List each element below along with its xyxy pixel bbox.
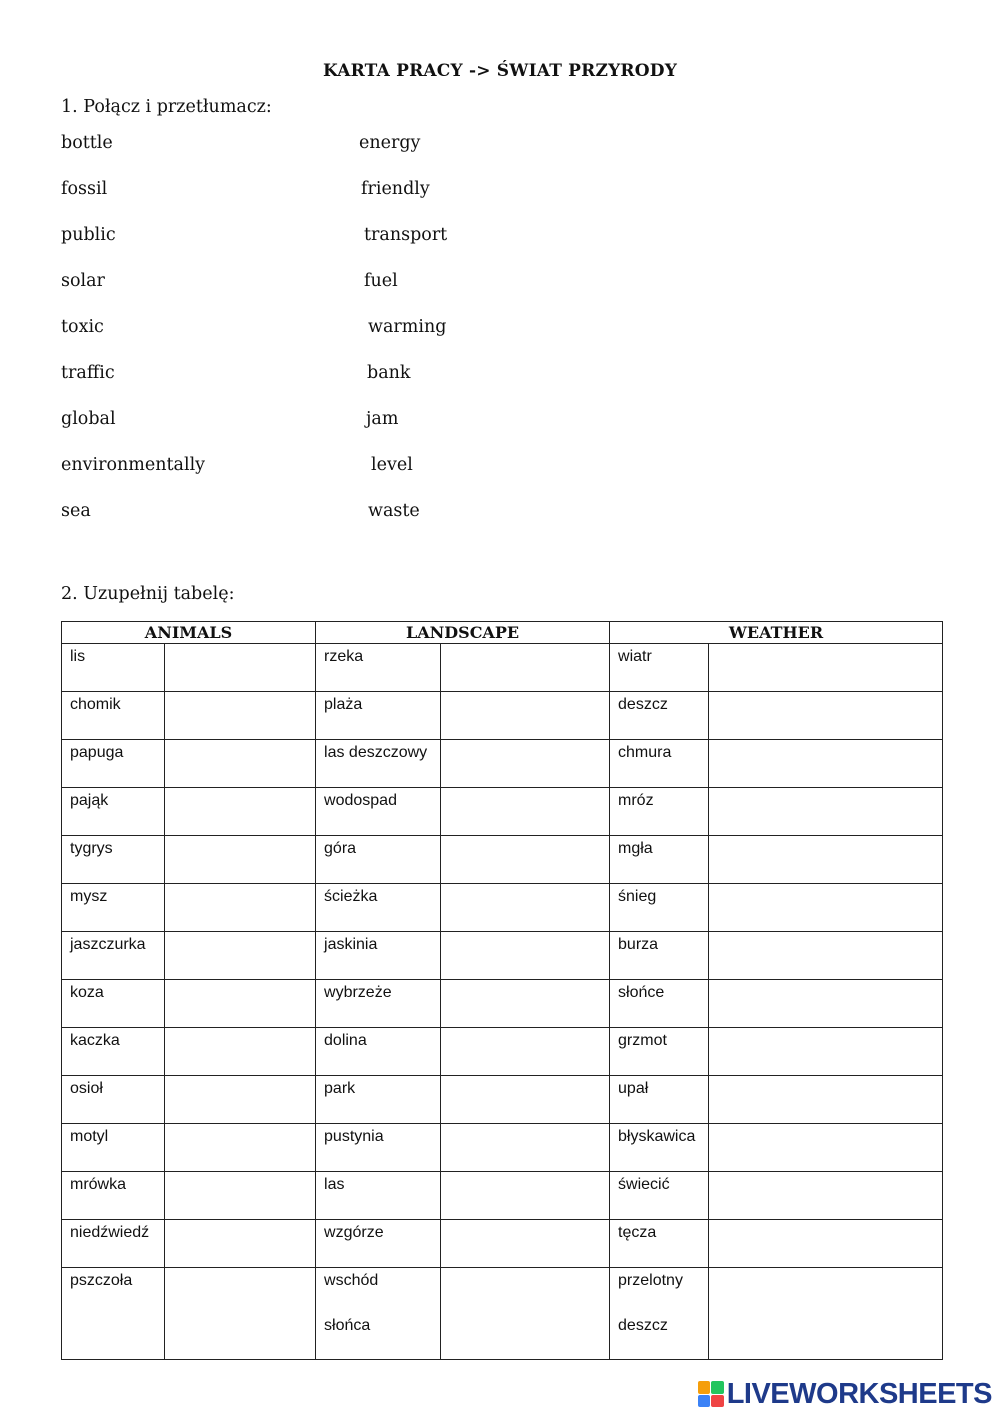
column-header-landscape: LANDSCAPE: [316, 622, 610, 644]
table-row: [62, 740, 943, 788]
weather-word-line: przelotny: [618, 1272, 683, 1289]
landscape-answer-cell[interactable]: [441, 644, 610, 692]
match-right-word: energy: [359, 133, 421, 153]
landscape-word: las deszczowy: [316, 740, 441, 788]
landscape-answer-cell[interactable]: [441, 740, 610, 788]
table-row: [62, 884, 943, 932]
animal-word: papuga: [62, 740, 165, 788]
animal-answer-cell[interactable]: [165, 1028, 316, 1076]
weather-answer-cell[interactable]: [709, 740, 943, 788]
match-right-word: fuel: [364, 271, 398, 291]
weather-answer-cell[interactable]: [709, 692, 943, 740]
logo-tile: [698, 1395, 711, 1408]
liveworksheets-logo: [698, 1378, 992, 1410]
animal-word: osioł: [62, 1076, 165, 1124]
match-left-word: fossil: [61, 179, 108, 199]
landscape-answer-cell[interactable]: [441, 788, 610, 836]
table-header-row: [62, 622, 943, 644]
weather-word: [610, 1268, 709, 1360]
animal-answer-cell[interactable]: [165, 836, 316, 884]
weather-word: burza: [610, 932, 709, 980]
weather-answer-cell[interactable]: [709, 1220, 943, 1268]
animal-answer-cell[interactable]: [165, 1172, 316, 1220]
landscape-word: pustynia: [316, 1124, 441, 1172]
landscape-word: [316, 1268, 441, 1360]
column-header-weather: WEATHER: [610, 622, 943, 644]
weather-answer-cell[interactable]: [709, 788, 943, 836]
match-pair: [61, 317, 661, 341]
table-row: [62, 1220, 943, 1268]
match-left-word: environmentally: [61, 455, 206, 475]
weather-answer-cell[interactable]: [709, 644, 943, 692]
animal-answer-cell[interactable]: [165, 1076, 316, 1124]
landscape-answer-cell[interactable]: [441, 1076, 610, 1124]
weather-answer-cell[interactable]: [709, 1124, 943, 1172]
weather-answer-cell[interactable]: [709, 980, 943, 1028]
match-right-word: jam: [366, 409, 399, 429]
table-row: [62, 644, 943, 692]
table-row: [62, 1268, 943, 1360]
landscape-answer-cell[interactable]: [441, 1268, 610, 1360]
liveworksheets-icon: [698, 1381, 724, 1407]
match-left-word: public: [61, 225, 116, 245]
match-right-word: transport: [364, 225, 448, 245]
animal-word: lis: [62, 644, 165, 692]
weather-word: słońce: [610, 980, 709, 1028]
animal-word: mrówka: [62, 1172, 165, 1220]
animal-word: jaszczurka: [62, 932, 165, 980]
table-row: [62, 836, 943, 884]
weather-word: grzmot: [610, 1028, 709, 1076]
landscape-word: wodospad: [316, 788, 441, 836]
match-pair: [61, 455, 661, 479]
match-pair: [61, 179, 661, 203]
landscape-answer-cell[interactable]: [441, 1028, 610, 1076]
landscape-word: plaża: [316, 692, 441, 740]
landscape-word: ścieżka: [316, 884, 441, 932]
landscape-word: park: [316, 1076, 441, 1124]
logo-tile: [698, 1381, 711, 1394]
weather-word: świecić: [610, 1172, 709, 1220]
landscape-answer-cell[interactable]: [441, 1172, 610, 1220]
table-row: [62, 932, 943, 980]
animal-answer-cell[interactable]: [165, 1268, 316, 1360]
animal-word: chomik: [62, 692, 165, 740]
animal-answer-cell[interactable]: [165, 740, 316, 788]
landscape-answer-cell[interactable]: [441, 1220, 610, 1268]
exercise-1-heading: 1. Połącz i przetłumacz:: [61, 97, 272, 117]
table-row: [62, 1076, 943, 1124]
landscape-word: jaskinia: [316, 932, 441, 980]
table-row: [62, 788, 943, 836]
weather-word: mgła: [610, 836, 709, 884]
animal-answer-cell[interactable]: [165, 932, 316, 980]
animal-answer-cell[interactable]: [165, 1220, 316, 1268]
match-pair: [61, 409, 661, 433]
weather-word: tęcza: [610, 1220, 709, 1268]
landscape-answer-cell[interactable]: [441, 836, 610, 884]
match-pair: [61, 271, 661, 295]
animal-answer-cell[interactable]: [165, 980, 316, 1028]
landscape-answer-cell[interactable]: [441, 884, 610, 932]
weather-word: chmura: [610, 740, 709, 788]
weather-answer-cell[interactable]: [709, 1076, 943, 1124]
match-left-word: toxic: [61, 317, 104, 337]
animal-word: koza: [62, 980, 165, 1028]
weather-answer-cell[interactable]: [709, 836, 943, 884]
table-row: [62, 1028, 943, 1076]
match-right-word: friendly: [361, 179, 430, 199]
logo-tile: [711, 1381, 724, 1394]
exercise-2-heading: 2. Uzupełnij tabelę:: [61, 584, 235, 604]
match-pair: [61, 363, 661, 387]
animal-answer-cell[interactable]: [165, 692, 316, 740]
animal-word: mysz: [62, 884, 165, 932]
match-left-word: bottle: [61, 133, 113, 153]
animal-answer-cell[interactable]: [165, 644, 316, 692]
landscape-answer-cell[interactable]: [441, 1124, 610, 1172]
worksheet-title: KARTA PRACY -> ŚWIAT PRZYRODY: [322, 61, 678, 81]
landscape-word: góra: [316, 836, 441, 884]
match-right-word: warming: [368, 317, 447, 337]
table-row: [62, 1124, 943, 1172]
match-left-word: solar: [61, 271, 105, 291]
table-row: [62, 980, 943, 1028]
weather-answer-cell[interactable]: [709, 1268, 943, 1360]
weather-answer-cell[interactable]: [709, 884, 943, 932]
match-pair: [61, 133, 661, 157]
weather-answer-cell[interactable]: [709, 1172, 943, 1220]
weather-word: wiatr: [610, 644, 709, 692]
table-row: [62, 1172, 943, 1220]
column-header-animals: ANIMALS: [62, 622, 316, 644]
animal-word: kaczka: [62, 1028, 165, 1076]
animal-word: pająk: [62, 788, 165, 836]
match-right-word: waste: [368, 501, 420, 521]
landscape-word-line: wschód: [324, 1272, 379, 1289]
weather-word-line: deszcz: [618, 1317, 668, 1334]
match-left-word: traffic: [61, 363, 115, 383]
animal-word: niedźwiedź: [62, 1220, 165, 1268]
animal-answer-cell[interactable]: [165, 884, 316, 932]
vocabulary-table: [61, 621, 943, 1360]
landscape-word: wzgórze: [316, 1220, 441, 1268]
weather-word: błyskawica: [610, 1124, 709, 1172]
animal-answer-cell[interactable]: [165, 1124, 316, 1172]
match-pair: [61, 501, 661, 525]
weather-answer-cell[interactable]: [709, 1028, 943, 1076]
weather-answer-cell[interactable]: [709, 932, 943, 980]
match-right-word: bank: [367, 363, 411, 383]
landscape-word: wybrzeże: [316, 980, 441, 1028]
brand-name: LIVEWORKSHEETS: [726, 1377, 992, 1410]
weather-word: upał: [610, 1076, 709, 1124]
animal-word: tygrys: [62, 836, 165, 884]
animal-word: motyl: [62, 1124, 165, 1172]
match-left-word: sea: [61, 501, 91, 521]
landscape-word: rzeka: [316, 644, 441, 692]
animal-word: pszczoła: [62, 1268, 165, 1360]
animal-answer-cell[interactable]: [165, 788, 316, 836]
landscape-word: dolina: [316, 1028, 441, 1076]
landscape-answer-cell[interactable]: [441, 980, 610, 1028]
landscape-word: las: [316, 1172, 441, 1220]
landscape-answer-cell[interactable]: [441, 932, 610, 980]
landscape-answer-cell[interactable]: [441, 692, 610, 740]
weather-word: deszcz: [610, 692, 709, 740]
logo-tile: [711, 1395, 724, 1408]
weather-word: śnieg: [610, 884, 709, 932]
match-pair: [61, 225, 661, 249]
match-right-word: level: [371, 455, 413, 475]
weather-word: mróz: [610, 788, 709, 836]
landscape-word-line: słońca: [324, 1317, 371, 1334]
table-row: [62, 692, 943, 740]
match-left-word: global: [61, 409, 116, 429]
